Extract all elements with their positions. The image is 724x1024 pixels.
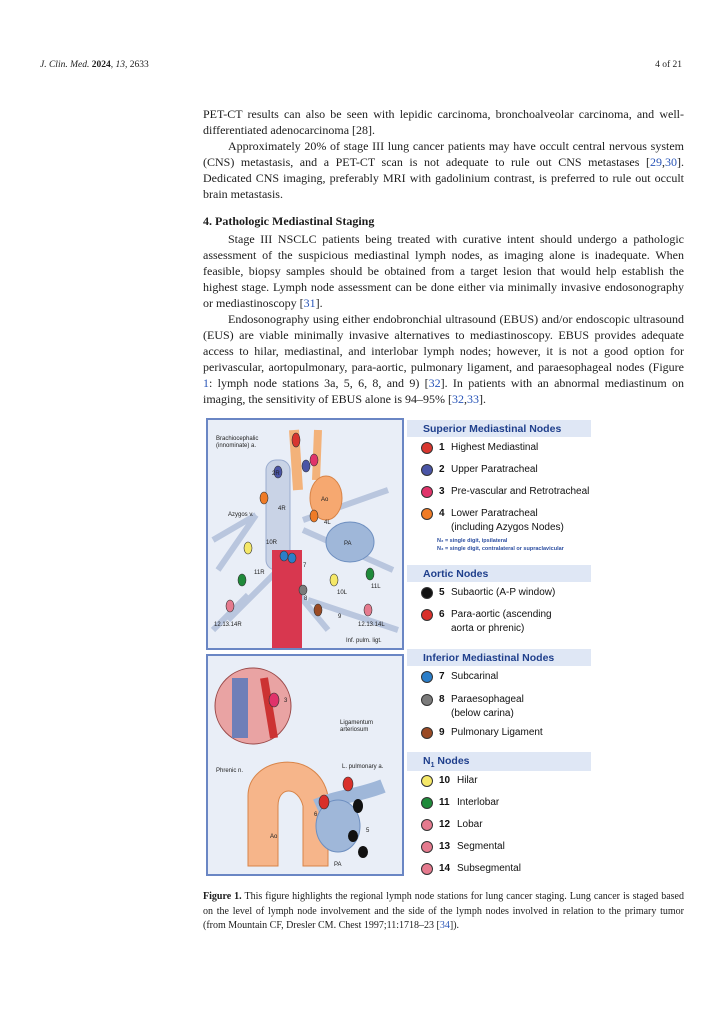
node-dot-icon xyxy=(421,609,433,621)
paragraph-1 xyxy=(203,106,684,138)
label-ao-bottom: Ao xyxy=(270,834,278,840)
section-title: 4. Pathologic Mediastinal Staging xyxy=(203,214,375,228)
anatomy-bottom-drawing xyxy=(208,656,402,874)
legend-num: 6 xyxy=(439,609,445,620)
node-dot-icon xyxy=(421,819,433,831)
paragraph-1-text: PET-CT results can also be seen with lepidic carcinoma, bronchoalveolar carcinoma, and well-differentiated adenocarcinoma [28]. xyxy=(203,107,684,137)
label-9: 9 xyxy=(338,614,342,620)
node-8 xyxy=(299,585,307,595)
legend-num: 8 xyxy=(439,694,445,705)
paragraph-2: Approximately 20% of stage III lung cancer patients may have occult central nervous system (CNS) metastasis, and a PET-CT scan is not adequate to rule out CNS metastases [29,30]. Dedicated CNS imaging, preferably MRI with gadolinium contrast, is preferred to rule out occult brain metastasis. xyxy=(203,139,684,201)
label-lpulm: L. pulmonary a. xyxy=(342,764,384,770)
node-6b xyxy=(343,777,353,791)
label-3: 3 xyxy=(284,698,288,704)
body-text xyxy=(203,106,684,407)
label-11l: 11L xyxy=(371,584,381,590)
node-dot-icon xyxy=(421,486,433,498)
p4-text-a: Endosonography using either endobronchial ultrasound (EBUS) and/or endoscopic ultrasound (EUS) are viable minimally invasive alternatives to mediastinoscopy. EBUS provides adequate access to hilar, mediastinal, and interlobar lymph nodes; however, it is not a good option for perivascular, aortopulmonary, para-aortic, pulmonary ligament, and paraesophageal nodes (Figure xyxy=(203,312,684,374)
node-10r xyxy=(244,542,252,554)
node-dot-icon xyxy=(421,797,433,809)
node-dot-icon xyxy=(421,464,433,476)
anatomy-panel-bottom xyxy=(206,654,404,876)
legend-num: 7 xyxy=(439,671,445,682)
n1-title-sub: 1 xyxy=(430,762,435,770)
legend-num: 14 xyxy=(439,863,451,874)
node-9 xyxy=(314,604,322,616)
label-4r: 4R xyxy=(278,506,286,512)
node-dot-icon xyxy=(421,442,433,454)
label-pa-bottom: PA xyxy=(334,862,342,868)
legend-note-n2: N₂ = single digit, ipsilateral xyxy=(437,538,508,544)
node-dot-icon xyxy=(421,587,433,599)
caption-label: Figure 1. xyxy=(203,891,242,902)
legend-label-line2: (including Azygos Nodes) xyxy=(451,522,564,533)
label-6: 6 xyxy=(314,812,318,818)
node-dot-icon xyxy=(421,694,433,706)
label-ligamentum-2: arteriosum xyxy=(340,727,369,733)
label-10r: 10R xyxy=(266,540,278,546)
legend-label: Paraesophageal xyxy=(451,694,524,705)
legend-label: Upper Paratracheal xyxy=(451,464,538,475)
esophagus-shape xyxy=(272,550,302,648)
legend-num: 10 xyxy=(439,775,451,786)
label-brachiocephalic-2: (innominate) a. xyxy=(216,443,257,449)
legend-num: 3 xyxy=(439,486,445,497)
label-7: 7 xyxy=(303,563,307,569)
label-5: 5 xyxy=(366,828,370,834)
paragraph-3 xyxy=(203,231,684,311)
node-12r xyxy=(226,600,234,612)
node-3 xyxy=(310,454,318,466)
legend-num: 11 xyxy=(439,797,450,808)
label-pa: PA xyxy=(344,541,352,547)
citation-34[interactable]: 34 xyxy=(439,920,450,931)
legend-label: Pre-vascular and Retrotracheal xyxy=(451,486,590,497)
n1-title-rest: Nodes xyxy=(434,755,470,767)
label-12l: 12.13.14L xyxy=(358,622,385,628)
node-1 xyxy=(292,433,300,447)
legend-label: Interlobar xyxy=(457,797,500,808)
node-7b xyxy=(288,553,296,563)
legend-num: 9 xyxy=(439,727,445,738)
label-10l: 10L xyxy=(337,590,348,596)
journal-header: J. Clin. Med. 2024, 13, 2633 xyxy=(40,60,149,70)
label-11r: 11R xyxy=(254,570,265,576)
node-4r xyxy=(260,492,268,504)
legend-num: 13 xyxy=(439,841,451,852)
node-dot-icon xyxy=(421,775,433,787)
legend-superior-title: Superior Mediastinal Nodes xyxy=(407,420,591,437)
p4-text-b: : lymph node stations 3a, 5, 6, 8, and 9) [ xyxy=(209,376,429,390)
legend-label: Highest Mediastinal xyxy=(451,442,539,453)
legend-label: Para-aortic (ascending xyxy=(451,609,552,620)
node-5 xyxy=(353,799,363,813)
legend-label: Hilar xyxy=(457,775,478,786)
n1-title-letter: N xyxy=(423,755,431,767)
legend-note-n3: N₃ = single digit, contralateral or supraclavicular xyxy=(437,546,564,552)
node-2l xyxy=(302,460,310,472)
legend-label: Subsegmental xyxy=(457,863,521,874)
citation-33[interactable]: 33 xyxy=(466,392,479,406)
label-inf-pulm: Inf. pulm. ligt. xyxy=(346,638,382,644)
label-12r: 12.13.14R xyxy=(214,622,242,628)
node-11r xyxy=(238,574,246,586)
node-10l xyxy=(330,574,338,586)
anatomy-panel-top xyxy=(206,418,404,650)
legend-num: 12 xyxy=(439,819,451,830)
node-6 xyxy=(319,795,329,809)
legend-inferior-title: Inferior Mediastinal Nodes xyxy=(407,649,591,666)
caption-end: ]). xyxy=(449,920,460,931)
node-dot-icon xyxy=(421,727,433,739)
citation-29[interactable]: 29 xyxy=(650,155,662,169)
legend-label-line2: (below carina) xyxy=(451,708,514,719)
anatomy-top-drawing xyxy=(208,420,402,648)
p2-text-a: Approximately 20% of stage III lung cancer patients may have occult central nervous system (CNS) metastasis, and a PET-CT scan is not adequate to rule out CNS metastases [ xyxy=(203,139,684,169)
node-5c xyxy=(358,846,368,858)
node-3-inset xyxy=(269,693,279,707)
p2-text-b: ]. Dedicated CNS imaging, preferably MRI with gadolinium contrast, is preferred to rule out occult brain metastasis. xyxy=(203,155,684,201)
node-12l xyxy=(364,604,372,616)
article-number: 2633 xyxy=(129,60,149,70)
legend-label-line2: aorta or phrenic) xyxy=(451,623,525,634)
node-dot-icon xyxy=(421,671,433,683)
p3-text-a: Stage III NSCLC patients being treated with curative intent should undergo a pathologic assessment of the suspicious mediastinal lymph nodes, as imaging alone is inadequate. When feasible, biopsy samples should be obtained from a target lesion that would help establish the highest stage. Lymph node assessment can be done either via minimally invasive endosonography or mediastinoscopy [ xyxy=(203,232,684,310)
citation-31[interactable]: 31 xyxy=(303,296,316,310)
legend-num: 1 xyxy=(439,442,445,453)
node-dot-icon xyxy=(421,863,433,875)
node-11l xyxy=(366,568,374,580)
legend-num: 5 xyxy=(439,587,445,598)
page-number: 4 of 21 xyxy=(655,60,682,70)
citation-32b[interactable]: 32 xyxy=(451,392,464,406)
magnified-inset xyxy=(215,668,291,744)
lymph-node-figure xyxy=(206,416,591,878)
figure-caption xyxy=(203,890,684,934)
node-5b xyxy=(348,830,358,842)
node-dot-icon xyxy=(421,841,433,853)
legend-label: Segmental xyxy=(457,841,505,852)
label-brachiocephalic-1: Brachiocephalic xyxy=(216,436,259,442)
label-ligamentum-1: Ligamentum xyxy=(340,720,374,726)
citation-32a[interactable]: 32 xyxy=(428,376,441,390)
citation-30[interactable]: 30 xyxy=(665,155,677,169)
legend-label: Lobar xyxy=(457,819,483,830)
legend-label: Subcarinal xyxy=(451,671,499,682)
journal-volume: 13 xyxy=(115,60,125,70)
paragraph-4: Endosonography using either endobronchial ultrasound (EBUS) and/or endoscopic ultrasound (EUS) are viable minimally invasive alternatives to mediastinoscopy. EBUS provides adequate access to hilar, mediastinal, and interlobar lymph nodes; however, it is not a good option for perivascular, aortopulmonary, para-aortic, pulmonary ligament, and paraesophageal nodes (Figure 1: lymph node stations 3a, 5, 6, 8, and 9) [32]. In patients with an abnormal mediastinum on imaging, the sensitivity of EBUS alone is 94–95% [32,33]. xyxy=(203,312,684,406)
legend-n1-title xyxy=(407,752,591,771)
node-4l xyxy=(310,510,318,522)
node-dot-icon xyxy=(421,508,433,520)
p4-text-c: ]. In patients with an abnormal mediastinum on imaging, the sensitivity of EBUS alone is 94–95% [ xyxy=(203,376,684,406)
legend-aortic-title: Aortic Nodes xyxy=(407,565,591,582)
legend-label: Subaortic (A-P window) xyxy=(451,587,556,598)
legend-label: Pulmonary Ligament xyxy=(451,727,543,738)
inset-trachea xyxy=(232,678,248,738)
legend-num: 4 xyxy=(439,508,445,519)
node-7 xyxy=(280,551,288,561)
legend-num: 2 xyxy=(439,464,445,475)
legend-label: Lower Paratracheal xyxy=(451,508,538,519)
label-2r: 2R xyxy=(272,471,280,477)
p4-text-d: ]. xyxy=(478,392,486,406)
journal-name: J. Clin. Med. xyxy=(40,60,90,70)
figure-link[interactable]: 1 xyxy=(203,376,209,390)
label-ao: Ao xyxy=(321,497,329,503)
caption-text: This figure highlights the regional lymph node stations for lung cancer staging. Lung cancer is staged based on the level of lymph node involvement and the side of the lymph nodes involved in relation to the primary tumor (from Mountain CF, Dresler CM. Chest 1997;11:1718–23 [ xyxy=(203,891,684,931)
p3-text-b: ]. xyxy=(315,296,323,310)
journal-year: 2024 xyxy=(91,60,111,70)
label-phrenic: Phrenic n. xyxy=(216,768,244,774)
label-azygos: Azygos v. xyxy=(228,512,254,518)
label-4l: 4L xyxy=(324,520,331,526)
label-8: 8 xyxy=(304,596,308,602)
figure-legend xyxy=(407,416,591,878)
